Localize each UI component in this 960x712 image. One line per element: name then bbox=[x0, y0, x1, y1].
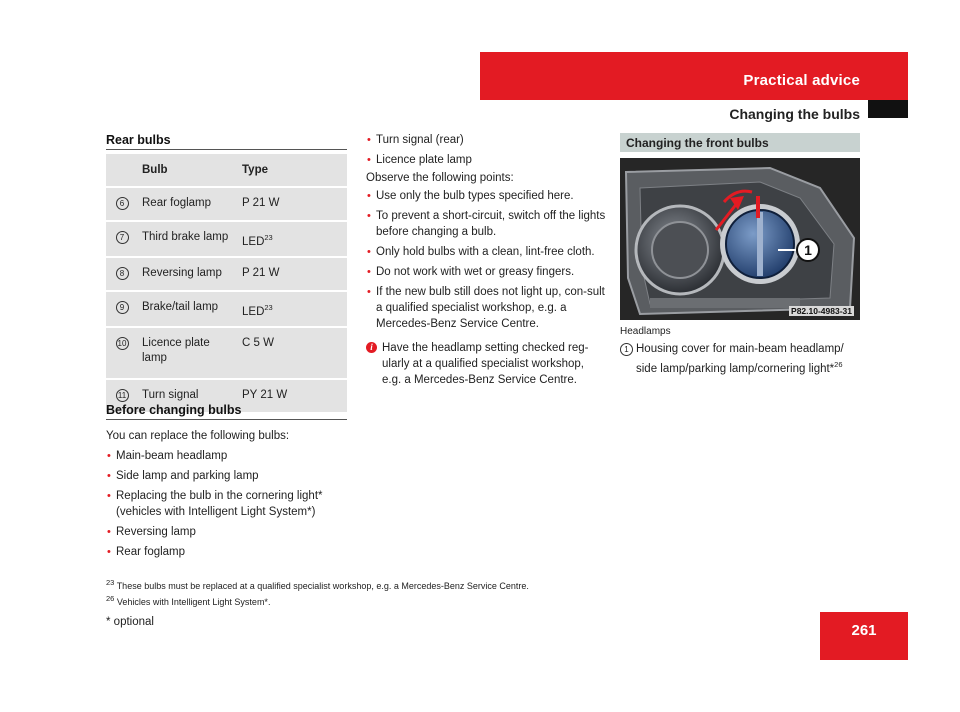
observe-intro: Observe the following points: bbox=[366, 172, 514, 184]
rear-bulbs-heading: Rear bulbs bbox=[106, 133, 171, 147]
table-row bbox=[106, 222, 347, 256]
footnote-ref: 23 bbox=[264, 302, 273, 312]
list-item: • Replacing the bulb in the cornering light* (vehicles with Intelligent Light System*) bbox=[106, 488, 351, 520]
header-band bbox=[480, 52, 908, 100]
page-number: 261 bbox=[851, 622, 877, 639]
footnote-ref: 23 bbox=[264, 233, 273, 242]
list-item: • Only hold bulbs with a clean, lint-free cloth. bbox=[366, 244, 606, 260]
middle-column bbox=[366, 132, 606, 388]
caption-text: Housing cover for main-beam headlamp/ side lamp/parking lamp/cornering light* bbox=[636, 343, 844, 375]
before-heading: Before changing bulbs bbox=[106, 403, 242, 417]
bulb-cell: Reversing lamp bbox=[138, 258, 238, 290]
info-note bbox=[366, 340, 606, 388]
figure-code: P82.10-4983-31 bbox=[791, 306, 852, 316]
before-section bbox=[106, 428, 351, 564]
bulb-cell: Third brake lamp bbox=[138, 222, 238, 256]
footnote-number: 23 bbox=[106, 578, 115, 587]
footnote-spacer bbox=[106, 574, 206, 575]
info-icon: i bbox=[366, 342, 377, 353]
list-item: • Do not work with wet or greasy fingers. bbox=[366, 264, 606, 280]
caption-item bbox=[620, 341, 865, 377]
callout-number: 6 bbox=[116, 197, 129, 210]
callout-number: 1 bbox=[620, 343, 633, 356]
table-header-type: Type bbox=[238, 154, 347, 186]
list-item: • Main-beam headlamp bbox=[106, 448, 351, 464]
table-header-num bbox=[106, 154, 138, 186]
type-cell: PY 21 W bbox=[238, 380, 347, 412]
bulb-cell: Brake/tail lamp bbox=[138, 292, 238, 326]
table-row bbox=[106, 292, 347, 326]
callout-number: 9 bbox=[116, 301, 129, 314]
bulb-cell: Licence plate lamp bbox=[138, 328, 238, 378]
optional-note: * optional bbox=[106, 616, 154, 628]
info-text: Have the headlamp setting checked reg-ularly at a qualified specialist workshop, e.g. a Mercedes-Benz Service Centre. bbox=[382, 342, 589, 386]
bulb-cell: Turn signal bbox=[138, 380, 238, 412]
footnote bbox=[106, 593, 746, 608]
callout-number: 10 bbox=[116, 337, 129, 350]
rear-bulbs-table bbox=[106, 152, 347, 414]
section-title: Practical advice bbox=[743, 72, 860, 89]
callout-label: 1 bbox=[804, 242, 812, 258]
type-cell: LED$^{23}$ bbox=[238, 292, 347, 326]
front-bulbs-heading: Changing the front bulbs bbox=[626, 136, 769, 150]
table-row bbox=[106, 328, 347, 378]
table-header-bulb: Bulb bbox=[138, 154, 238, 186]
footnote-text: These bulbs must be replaced at a qualified specialist workshop, e.g. a Mercedes-Benz Service Centre. bbox=[116, 581, 529, 591]
footnote bbox=[106, 577, 746, 592]
list-item: • Use only the bulb types specified here. bbox=[366, 188, 606, 204]
table-row bbox=[106, 188, 347, 220]
front-bulbs-heading-bar bbox=[620, 133, 860, 152]
figure-caption bbox=[620, 324, 865, 377]
caption-title: Headlamps bbox=[620, 326, 671, 337]
list-item: • Turn signal (rear) bbox=[366, 132, 606, 148]
list-item: • Rear foglamp bbox=[106, 544, 351, 560]
list-item: • To prevent a short-circuit, switch off the lights before changing a bulb. bbox=[366, 208, 606, 240]
list-item: • If the new bulb still does not light up, con-sult a qualified specialist workshop, e.g. a Mercedes-Benz Service Centre. bbox=[366, 284, 606, 332]
before-intro: You can replace the following bulbs: bbox=[106, 430, 290, 442]
subsection-title: Changing the bulbs bbox=[729, 106, 860, 122]
footnote-number: 26 bbox=[106, 594, 115, 603]
table-header-row bbox=[106, 154, 347, 186]
footnote-ref: 26 bbox=[834, 360, 843, 369]
heading-rule bbox=[106, 419, 347, 420]
callout-number: 8 bbox=[116, 267, 129, 280]
callout-number: 7 bbox=[116, 231, 129, 244]
callout-number: 11 bbox=[116, 389, 129, 402]
bulb-cell: Rear foglamp bbox=[138, 188, 238, 220]
page-number-box bbox=[820, 612, 908, 660]
table-row bbox=[106, 258, 347, 290]
headlamp-figure bbox=[620, 158, 860, 320]
footnote-text: Vehicles with Intelligent Light System*. bbox=[116, 597, 271, 607]
type-cell: LED$^{23}$ bbox=[238, 222, 347, 256]
type-cell: C 5 W bbox=[238, 328, 347, 378]
list-item: • Licence plate lamp bbox=[366, 152, 606, 168]
header-marker bbox=[868, 100, 908, 118]
type-cell: P 21 W bbox=[238, 258, 347, 290]
headlamp-illustration bbox=[620, 158, 860, 320]
heading-rule bbox=[106, 149, 347, 150]
list-item: • Reversing lamp bbox=[106, 524, 351, 540]
list-item: • Side lamp and parking lamp bbox=[106, 468, 351, 484]
type-cell: P 21 W bbox=[238, 188, 347, 220]
